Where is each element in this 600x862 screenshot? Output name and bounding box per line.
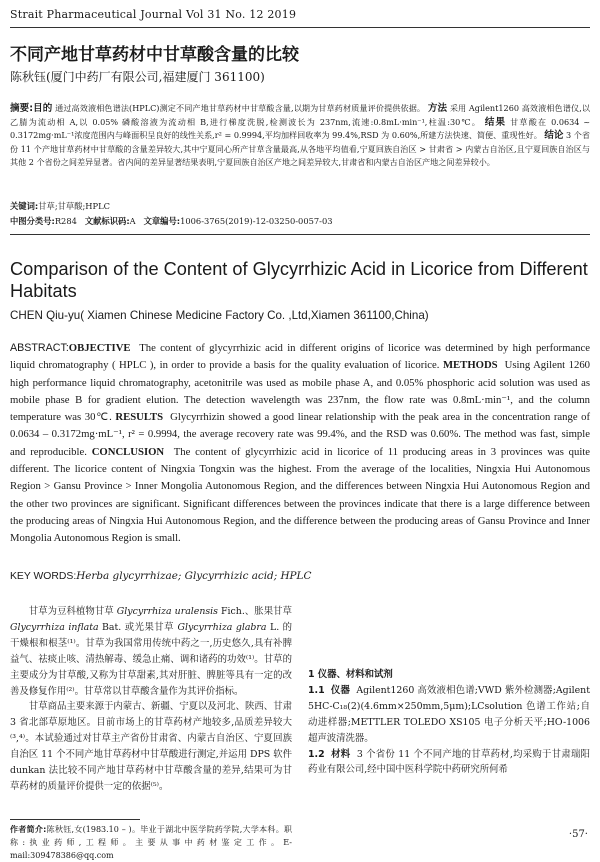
column-continuation-space [308,604,590,667]
zh-keywords-text: 甘草;甘草酸;HPLC [38,201,110,211]
en-methods-text: Using Agilent 1260 high performance liquid chromatography, acetonitrile was used as mobile phase A, and 0.05% phosphoric acid solution was used as mobile phase B for gradient elution. The detection wavelength was 237nm, the flow rate was 0.8mL·min⁻¹, and the column temperature was 30℃. [10,359,591,424]
en-objective-text: The content of glycyrrhizic acid in different origins of licorice was determined by high performance liquid chromatography ( HPLC ), in order to provide a basis for the quality evaluation of licorice. [10,342,590,372]
author-footnote [10,823,292,862]
footnote-rule [10,819,140,820]
en-results-text: Glycyrrhizin showed a good linear relationship with the peak area in the concentration range of 0.0634 – 0.3172mg·mL⁻¹, r² = 0.9994, the average recovery rate was 99.4%, and the RSD was 0.60%. The method was fast, simple and reproducible. [10,411,591,458]
zh-method-text: 采用 Agilent1260 高效液相色谱仪,以乙腈为流动相 A,以 0.05% 磷酸溶液为流动相 B,进行梯度洗脱,检测波长为 237nm,流速:0.8mL·min⁻¹,柱温:30℃。 [10,103,590,127]
article-id-label: 文章编号: [143,216,181,226]
en-title: Comparison of the Content of Glycyrrhizic Acid in Licorice from Different Habitats [10,259,588,301]
zh-objective-text: 通过高效液相色谱法(HPLC)测定不同产地甘草药材中甘草酸含量,以期为甘草药材质量评价提供依据。 [55,103,426,113]
zh-classification [10,215,333,227]
zh-abstract [10,102,590,170]
body-column-right [308,604,590,778]
doc-code-label: 文献标识码: [84,216,130,226]
zh-keywords [10,200,110,212]
section-1-1 [308,683,590,747]
article-id-value: 1006-3765(2019)-12-03250-0057-03 [180,216,333,226]
zh-conclusion-label: 结论 [544,130,564,142]
latin-name-inflata: Glycyrrhiza inflata [10,621,99,633]
section-1-2 [308,747,590,779]
zh-keywords-label: 关键词: [10,201,39,211]
latin-name-uralensis: Glycyrrhiza uralensis [116,606,218,617]
journal-header: Strait Pharmaceutical Journal Vol 31 No. 12 2019 [10,8,297,21]
en-methods-label: METHODS [442,359,498,372]
zh-title: 不同产地甘草药材中甘草酸含量的比较 [10,45,299,65]
section-rule [10,234,590,235]
clc-label: 中图分类号: [10,216,55,226]
clc-value: R284 [54,216,77,226]
zh-conclusion-text: 3 个省份 11 个产地甘草药材中甘草酸的含量差异较大,其中宁夏同心所产甘草含量最高,从各地平均值看,宁夏回族自治区 > 甘肃省 > 内蒙古自治区,且宁夏回族自治区与其他 2 个省份之间差异显著。省内间的差异显著结果表明,宁夏回族自治区产地之间差异较大,甘肃省和内蒙古自治区产地之间差异较小。 [10,130,590,168]
s11-text: Agilent1260 高效液相色谱;VWD 紫外检测器;Agilent 5HC-C₁₈(2)(4.6mm×250mm,5μm);LCsolution 色谱工作站;自动进样器;METTLER TOLEDO XS105 电子分析天平;HO-1006 超声波清洗器。 [308,684,590,744]
page-number: ·57· [568,829,588,840]
p1-text-b: Fich.、胀果甘草 [218,606,292,617]
en-keywords-text: Herba glycyrrhizae; Glycyrrhizic acid; HPLC [76,570,312,582]
body-column-left [10,604,292,797]
en-author: CHEN Qiu-yu( Xiamen Chinese Medicine Factory Co. ,Ltd,Xiamen 361100,China) [10,309,429,322]
s11-title: 仪器 [330,684,351,696]
zh-result-text: 甘草酸在 0.0634 ~ 0.3172mg·mL⁻¹浓度范围内与峰面积呈良好的线性关系,r² = 0.9994,平均加样回收率为 99.4%,RSD 为 0.60%,所建方法快速、简便、重现性好。 [10,116,590,141]
doc-code-value: A [129,216,136,226]
en-conclusion-label: CONCLUSION [91,445,165,458]
section-1-heading: 1 仪器、材料和试剂 [308,669,393,680]
p1-text-d: L. 的干燥根和根茎⁽¹⁾。甘草为我国常用传统中药之一,历史悠久,具有补脾益气、祛痰止咳、清热解毒、缓急止痛、调和诸药的功效⁽¹⁾。甘草的主要成分为甘草酸,又称为甘草甜素,其对肝脏、脾脏等具有一定的改善及修复作用⁽²⁾。甘草常以甘草酸含量作为其评价指标。 [10,621,293,697]
zh-result-label: 结果 [484,116,507,128]
s12-label: 1.2 [308,748,325,760]
en-objective-label: OBJECTIVE [68,342,131,354]
footnote-label: 作者简介: [10,825,47,834]
s11-label: 1.1 [308,684,325,696]
en-keywords [10,570,311,582]
body-paragraph-1 [10,604,292,699]
en-results-label: RESULTS [115,411,164,424]
latin-name-glabra: Glycyrrhiza glabra [177,621,267,633]
s12-text: 3 个省份 11 个不同产地的甘草药材,均采购于甘肃瑞阳药业有限公司,经中国中医科学院中药研究所何希 [308,748,590,776]
en-abstract-label: ABSTRACT: [10,342,69,354]
body-paragraph-2: 甘草商品主要来源于内蒙古、新疆、宁夏以及河北、陕西、甘肃 3 省北部草原地区。目前市场上的甘草药材产地较多,品质差异较大⁽³,⁴⁾。本试验通过对甘草主产省份甘肃省、内蒙古自治区、宁夏回族自治区 11 个不同产地甘草药材中甘草酸进行测定,并运用 DPS 软件 dunkan 法比较不同产地甘草药材中甘草酸含量的差异,结果可为甘草药材的质量评价提供一定的依据⁽⁵⁾。 [10,701,292,792]
en-abstract [10,340,590,548]
s12-title: 材料 [331,748,351,760]
zh-objective-label: 目的 [33,103,53,114]
header-rule [10,27,590,28]
zh-method-label: 方法 [427,103,448,114]
p1-text-a: 甘草为豆科植物甘草 [28,606,117,617]
zh-abstract-label: 摘要: [10,103,34,114]
en-keywords-label: KEY WORDS: [10,571,77,582]
en-conclusion-text: The content of glycyrrhizic acid in licorice of 11 producing areas in 3 provinces was quite different. The licorice content of Ningxia Tongxin was the highest. From the average of the localities, Ningxia Hui Autonomous Region > Gansu Province > Inner Mongolia Autonomous Region, and the differences between Ningxia Hui Autonomous Region and the other two provinces are significant. Significant differences between the provinces indicate that there is a large difference between the producing areas of Ningxia Hui Autonomous Region, and the difference between the producing areas of Gansu Province and Inner Mongolia Autonomous Region is small. [10,445,591,545]
zh-author: 陈秋钰(厦门中药厂有限公司,福建厦门 361100) [10,70,265,84]
footnote-text: 陈秋钰,女(1983.10 – )。毕业于湖北中医学院药学院,大学本科。职称:执业药师,工程师。主要从事中药材鉴定工作。E-mail:309478386@qq.com [10,825,293,860]
p1-text-c: Bat. 或光果甘草 [98,621,178,633]
